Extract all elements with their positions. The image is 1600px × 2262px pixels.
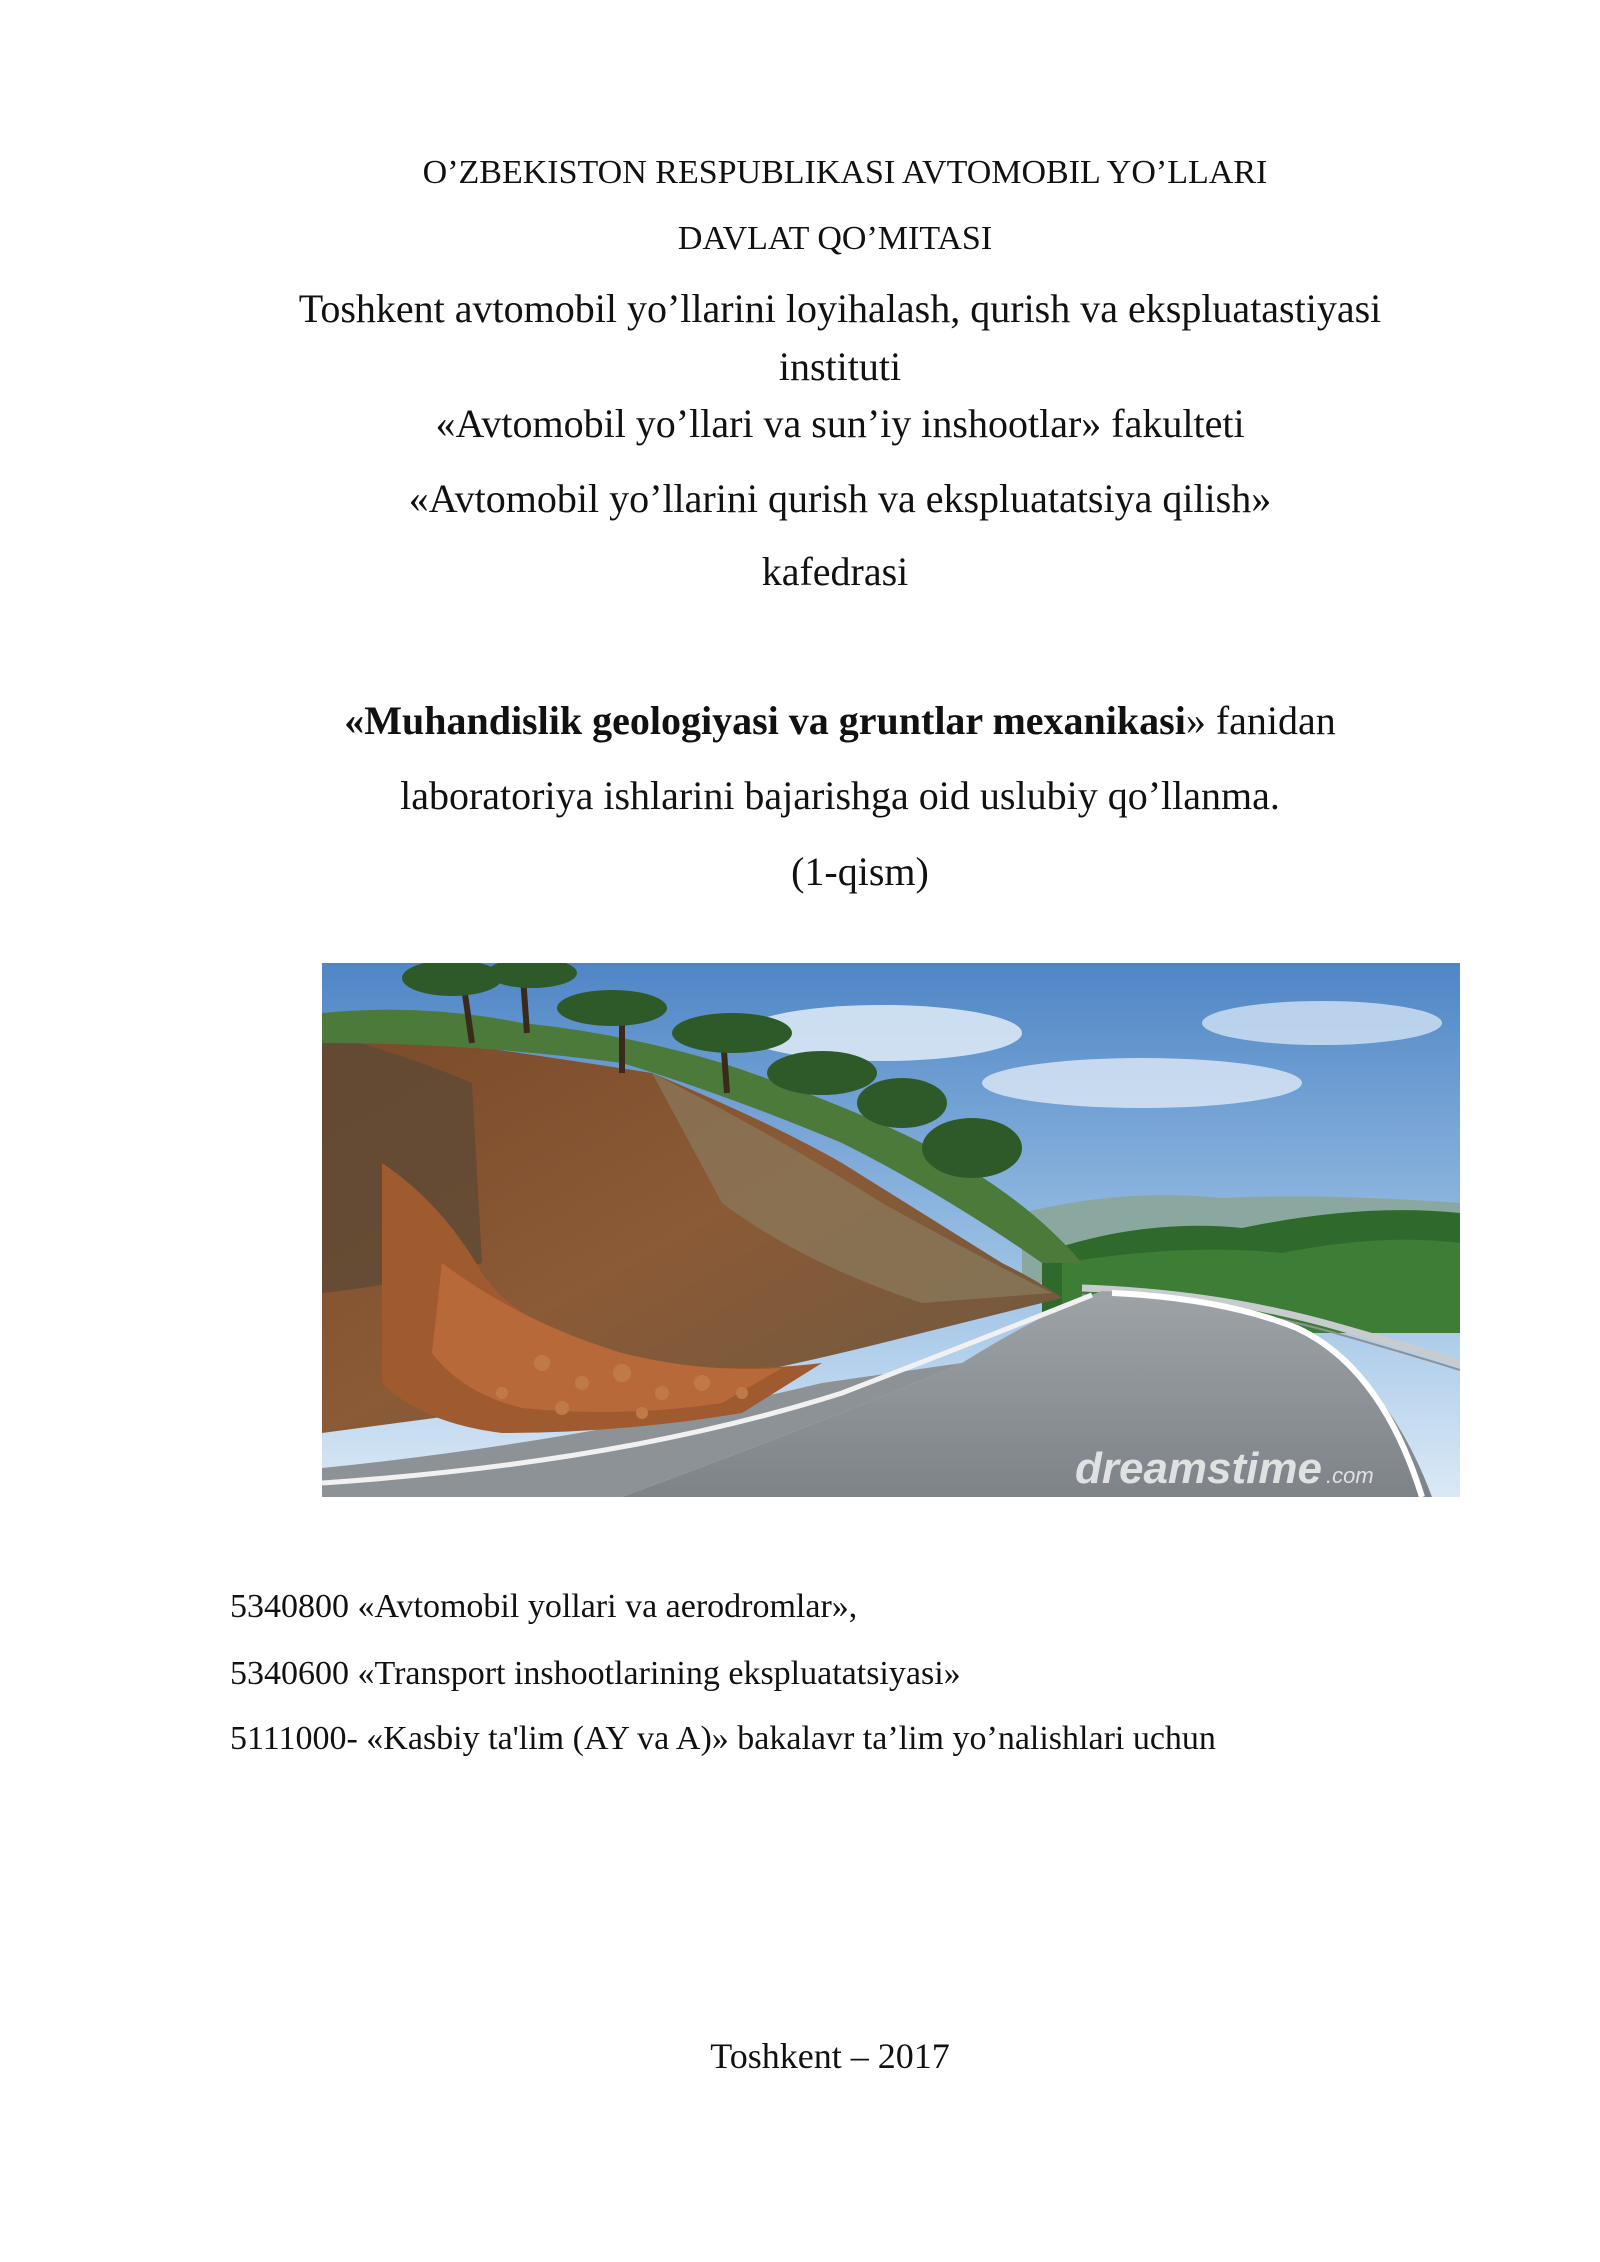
photo-watermark-suffix: .com (1326, 1463, 1374, 1488)
title-subject-suffix: » fanidan (1185, 698, 1336, 743)
title-subject (344, 698, 1186, 743)
title-subject-text: Muhandislik geologiyasi va gruntlar mexanikasi (364, 698, 1186, 743)
program-line-2: 5340600 «Transport inshootlarining ekspluatatsiyasi» (230, 1655, 961, 1692)
faculty-name: «Avtomobil yo’llari va sun’iy inshootlar» fakulteti (435, 401, 1245, 446)
department-line-1: «Avtomobil yo’llarini qurish va ekspluatatsiya qilish» (408, 476, 1272, 521)
photo-watermark: dreamstime (1074, 1444, 1322, 1493)
title-open-quote: « (344, 698, 365, 743)
place-year: Toshkent – 2017 (710, 2036, 950, 2076)
program-line-3: 5111000- «Kasbiy ta'lim (AY va A)» bakalavr ta’lim yo’nalishlari uchun (230, 1720, 1216, 1757)
department-line-2: kafedrasi (761, 549, 909, 594)
landslide-road-photo (322, 963, 1460, 1497)
program-line-1: 5340800 «Avtomobil yollari va aerodromlar», (230, 1588, 858, 1625)
document-subtitle: laboratoriya ishlarini bajarishga oid uslubiy qo’llanma. (400, 773, 1280, 818)
document-title (0, 697, 1600, 744)
ministry-line-2: DAVLAT QO’MITASI (677, 220, 993, 257)
document-part: (1-qism) (791, 849, 929, 894)
ministry-line-1: O’ZBEKISTON RESPUBLIKASI AVTOMOBIL YO’LLARI (422, 154, 1268, 191)
institute-line-1: Toshkent avtomobil yo’llarini loyihalash, qurish va ekspluatastiyasi (298, 286, 1382, 331)
institute-line-2: instituti (778, 344, 902, 389)
